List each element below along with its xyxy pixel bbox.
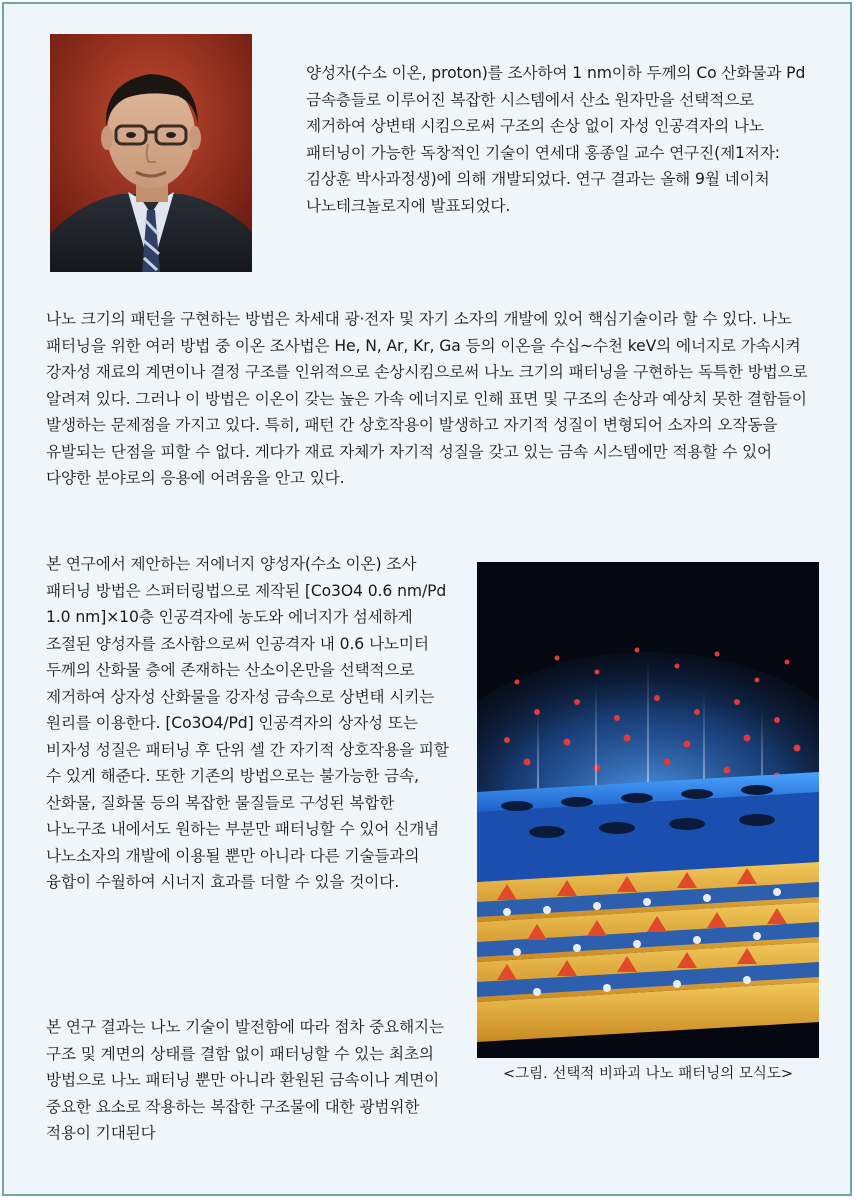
body-paragraph-2: 본 연구에서 제안하는 저에너지 양성자(수소 이온) 조사 패터닝 방법은 스퍼터링법으로 제작된 [Co3O4 0.6 nm/Pd 1.0 nm]×10층 인공격자에 농도와 에너지가 섬세하게 조절된 양성자를 조사함으로써 인공격자 내 0.6 나노미터 두께의 산화물 층에 존재하는 산소이온만을 선택적으로 제거하여 상자성 산화물을 강자성 금속으로 상변태 시키는 원리를 이용한다. [Co3O4/Pd] 인공격자의 상자성 또는 비자성 성질은 패터닝 후 단위 셀 간 자기적 상호작용을 피할 수 있게 해준다. 또한 기존의 방법으로는 불가능한 금속, 산화물, 질화물 등의 복잡한 물질들로 구성된 복합한 나노구조 내에서도 원하는 부분만 패터닝할 수 있어 신개념 나노소자의 개발에 이용될 뿐만 아니라 다른 기술들과의 융합이 수월하여 시너지 효과를 더할 수 있을 것이다. — [46, 555, 449, 891]
body-paragraph-1: 나노 크기의 패턴을 구현하는 방법은 차세대 광·전자 및 자기 소자의 개발에 있어 핵심기술이라 할 수 있다. 나노 패터닝을 위한 여러 방법 중 이온 조사법은 He, N, Ar, Kr, Ga 등의 이온을 수십~수천 keV의 에너지로 가속시켜 강자성 재료의 계면이나 결정 구조를 인위적으로 손상시킴으로써 나노 크기의 패터닝을 구현하는 독특한 방법으로 알려져 있다. 그러나 이 방법은 이온이 갖는 높은 가속 에너지로 인해 표면 및 구조의 손상과 예상치 못한 결함들이 발생하는 문제점을 가지고 있다. 특히, 패턴 간 상호작용이 발생하고 자기적 성질이 변형되어 소자의 오작동을 유발되는 단점을 피할 수 없다. 게다가 재료 자체가 자기적 성질을 갖고 있는 금속 시스템에만 적용할 수 있어 다양한 분야로의 응용에 어려움을 안고 있다. — [46, 310, 808, 487]
researcher-portrait — [50, 34, 252, 272]
body-paragraph-3: 본 연구 결과는 나노 기술이 발전함에 따라 점차 중요해지는 구조 및 계면의 상태를 결함 없이 패터닝할 수 있는 최초의 방법으로 나노 패터닝 뿐만 아니라 환원된 금속이나 계면이 중요한 요소로 작용하는 복잡한 구조물에 대한 광범위한 적용이 기대된다 — [46, 1018, 444, 1142]
schematic-illustration — [477, 562, 819, 1058]
intro-paragraph: 양성자(수소 이온, proton)를 조사하여 1 nm이하 두께의 Co 산화물과 Pd 금속층들로 이루어진 복잡한 시스템에서 산소 원자만을 선택적으로 제거하여 상변태 시킴으로써 구조의 손상 없이 자성 인공격자의 나노 패터닝이 가능한 독창적인 기술이 연세대 홍종일 교수 연구진(제1저자: 김상훈 박사과정생)에 의해 개발되었다. 연구 결과는 올해 9월 네이처 나노테크놀로지에 발표되었다. — [306, 64, 806, 215]
portrait-illustration — [50, 34, 252, 272]
figure-caption: <그림. 선택적 비파괴 나노 패터닝의 모식도> — [502, 1066, 794, 1082]
nanopatterning-schematic — [477, 562, 819, 1058]
